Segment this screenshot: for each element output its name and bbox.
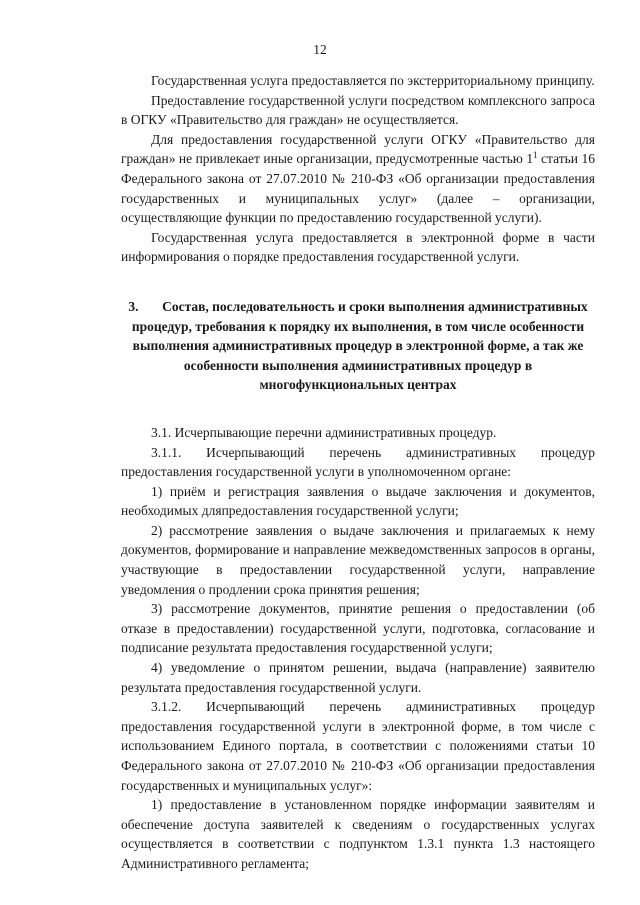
list-item-electronic-1: 1) предоставление в установленном порядке информации заявителям и обеспечение доступа заявителей к сведениям о государственных услугах осуществляется в соответствии с подпунктом 1.3.1 пункта 1.3 настоящего Административного регламента; — [121, 797, 595, 871]
paragraph-3-1: 3.1. Исчерпывающие перечни административных процедур. — [151, 424, 497, 440]
paragraph-organizations — [121, 130, 595, 228]
page-number: 12 — [313, 42, 327, 57]
list-item-4: 4) уведомление о принятом решении, выдача (направление) заявителю результата предоставления государственной услуги. — [121, 660, 595, 695]
paragraph-3-1-2: 3.1.2. Исчерпывающий перечень административных процедур предоставления государственной услуги в электронной форме, в том числе с использованием Единого портала, в соответствии с положениями статьи 10 Федерального закона от 27.07.2010 № 210-ФЗ «Об организации предоставления государственных и муниципальных услуг»: — [121, 699, 595, 793]
paragraph-organizations-text-end: статьи 16 Федерального закона от 27.07.2010 № 210-ФЗ «Об организации предоставления государственных и муниципальных услуг» (далее – организации, осуществляющие функции по предоставлению государственной услуги). — [121, 151, 595, 226]
section-heading: 3. Состав, последовательность и сроки выполнения административных процедур, требования к порядку их выполнения, в том числе особенности выполнения административных процедур в электронной форме, а так же особенности выполнения административных процедур в многофункциональных центрах — [128, 298, 588, 393]
paragraph-3-1-1: 3.1.1. Исчерпывающий перечень административных процедур предоставления государственной услуги в уполномоченном органе: — [121, 444, 595, 480]
paragraph-organizations-text-start: Для предоставления государственной услуги ОГКУ «Правительство для граждан» не привлекает иные организации, предусмотренные частью — [121, 131, 595, 167]
list-item-3: 3) рассмотрение документов, принятие решения о предоставлении (об отказе в предоставлении) государственной услуги, подготовка, согласование и подписание результата предоставления государственной услуги; — [121, 601, 595, 656]
part-number-superscript: 1 — [533, 150, 538, 161]
document-body — [121, 71, 595, 874]
list-item-1: 1) приём и регистрация заявления о выдаче заключения и документов, необходимых дляпредоставления государственной услуги; — [121, 483, 595, 519]
paragraph-extraterritorial: Государственная услуга предоставляется по экстерриториальному принципу. — [151, 73, 595, 88]
paragraph-complex-request: Предоставление государственной услуги посредством комплексного запроса в ОГКУ «Правительство для граждан» не осуществляется. — [121, 92, 595, 128]
part-number: 1 — [526, 151, 534, 167]
paragraph-electronic-form: Государственная услуга предоставляется в электронной форме в части информирования о порядке предоставления государственной услуги. — [121, 229, 595, 265]
list-item-2: 2) рассмотрение заявления о выдаче заключения и прилагаемых к нему документов, формирование и направление межведомственных запросов в органы, участвующие в предоставлении государственной услуги, направление уведомления о продлении срока принятия решения; — [121, 522, 595, 597]
